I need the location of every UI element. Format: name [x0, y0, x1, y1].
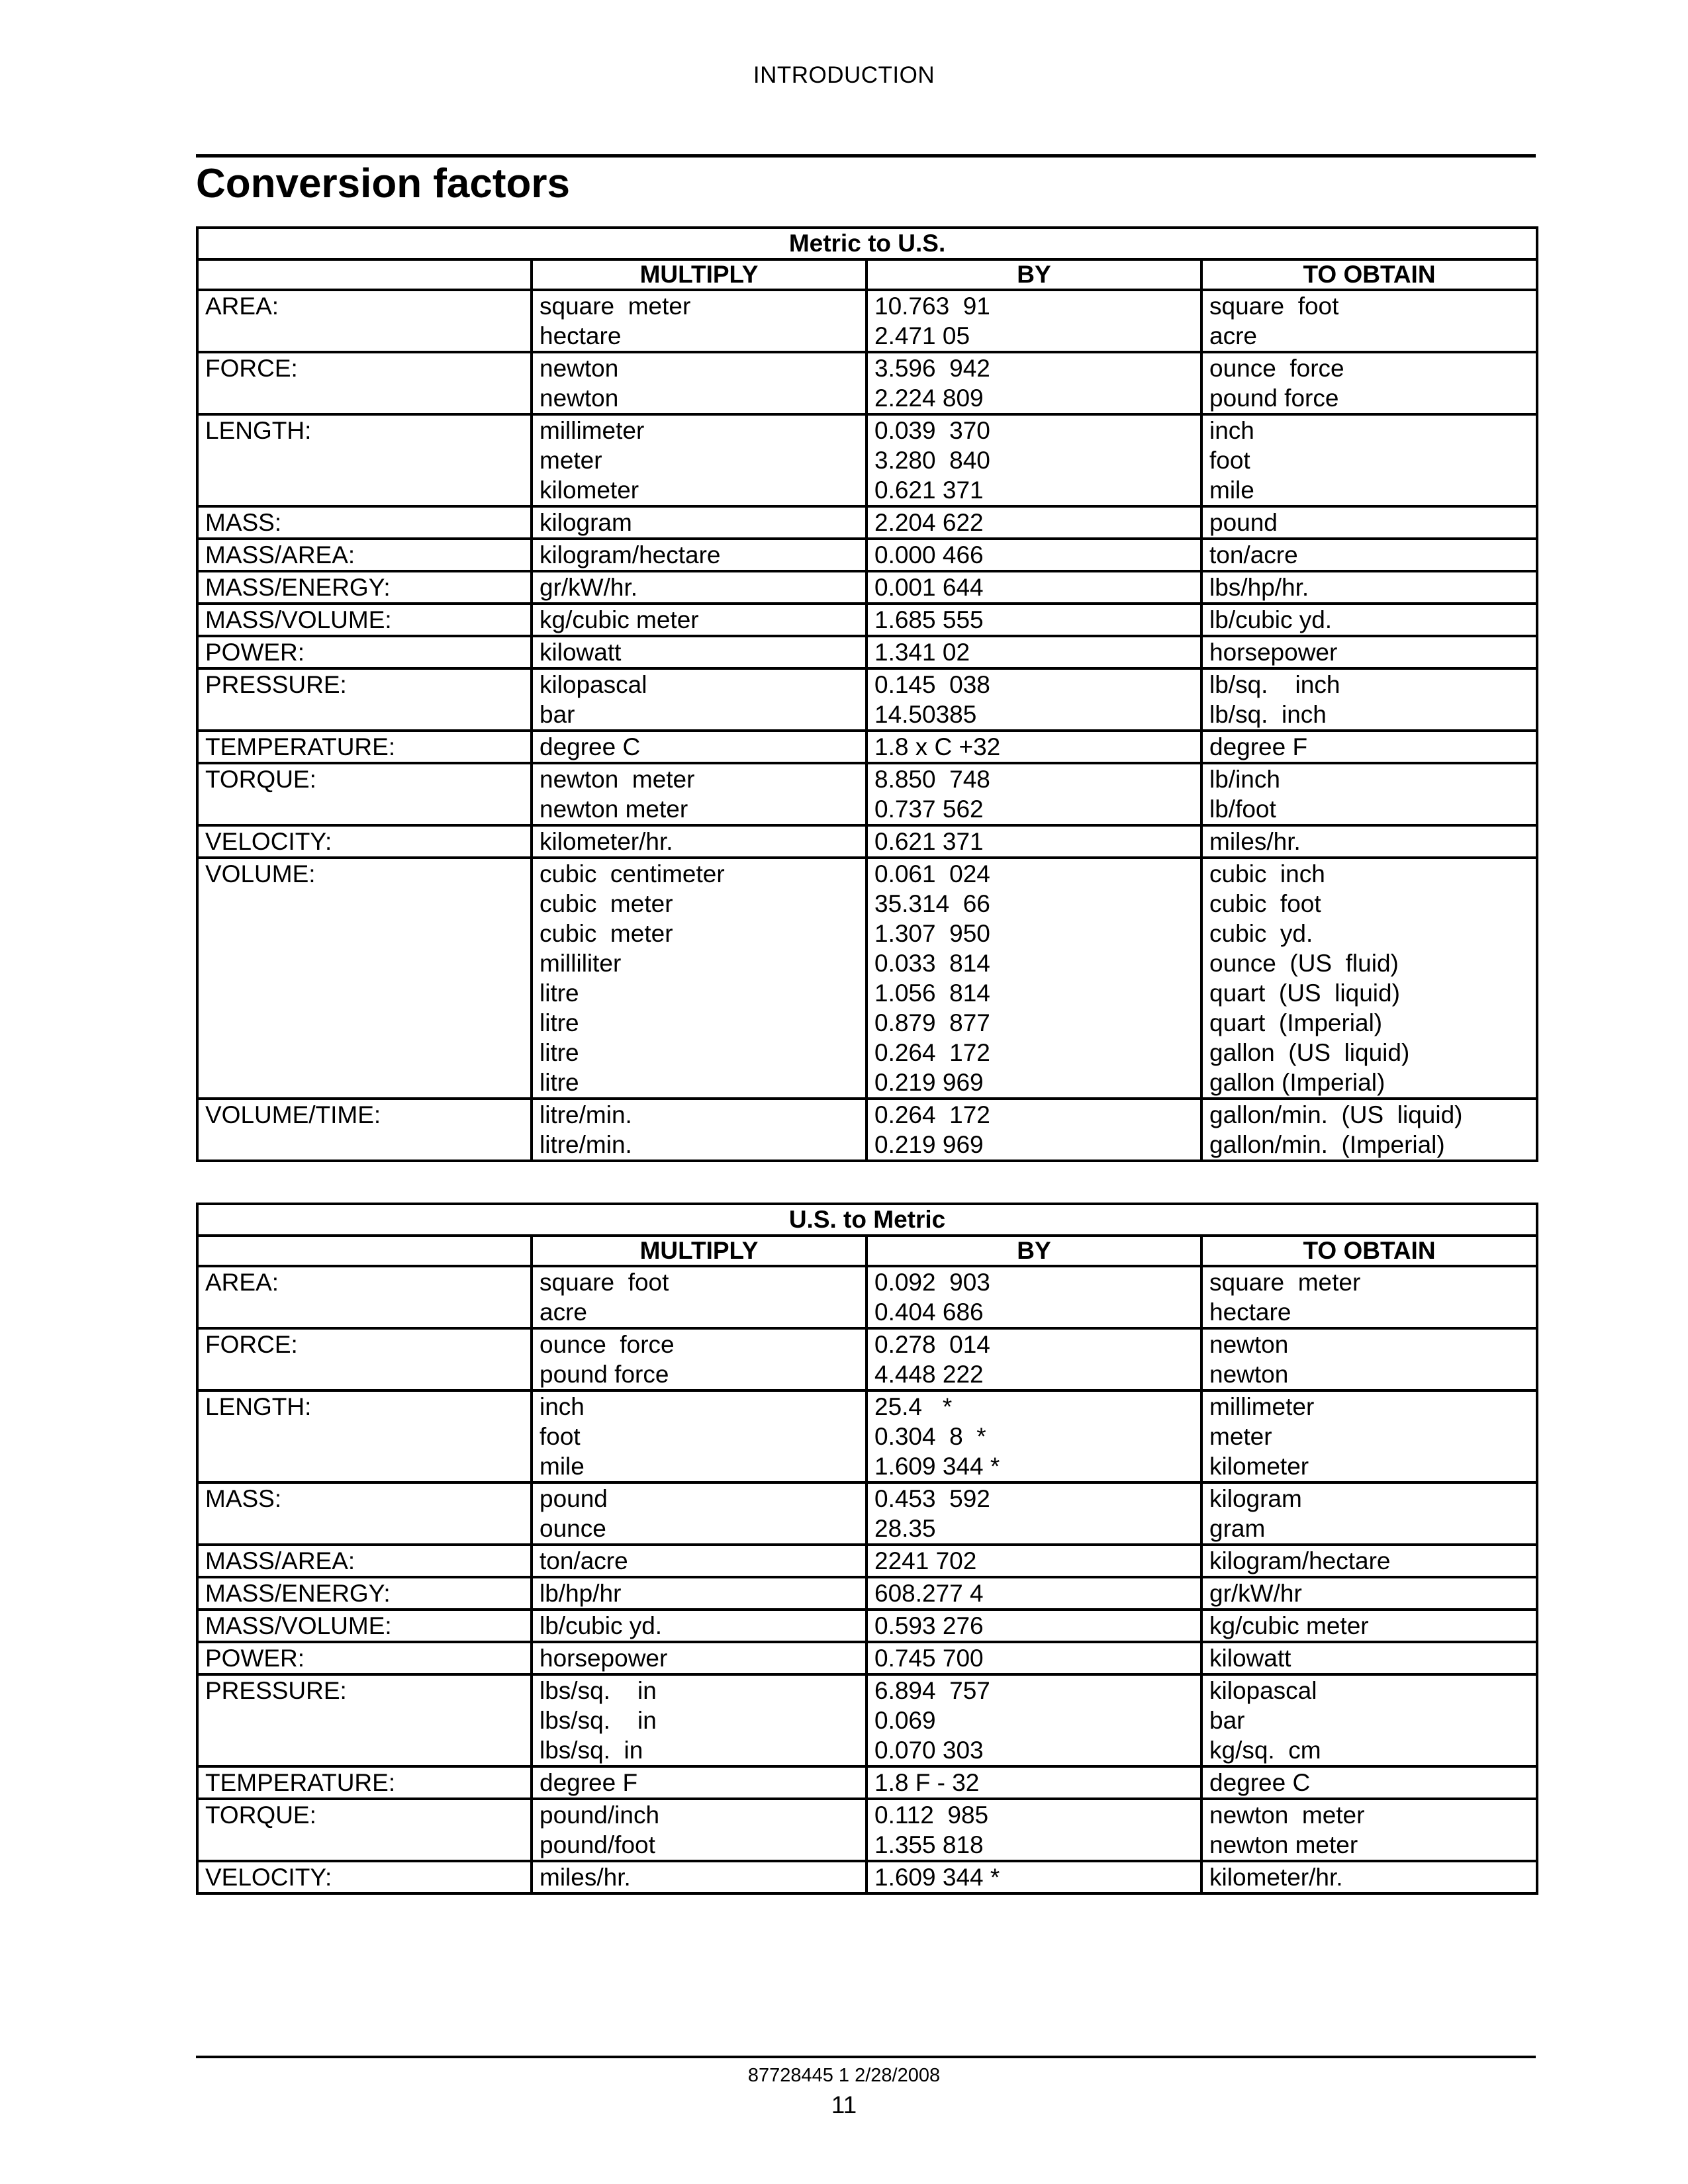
- multiply-value: degree F: [539, 1769, 638, 1796]
- obtain-cell: [1201, 1766, 1537, 1799]
- factor-value: 0.145 038: [874, 671, 990, 698]
- factor-cell: [867, 1766, 1201, 1799]
- obtain-value: gallon/min. (Imperial): [1209, 1131, 1445, 1158]
- factor-value: 0.001 644: [874, 574, 984, 601]
- factor-value: 1.609 344 *: [874, 1864, 1000, 1891]
- multiply-value: kilometer/hr.: [539, 828, 673, 855]
- factor-value: 0.404 686: [874, 1298, 984, 1326]
- table-row: [197, 731, 1537, 763]
- factor-value: 25.4 *: [874, 1393, 953, 1420]
- obtain-cell: [1201, 858, 1537, 1099]
- factor-cell: [867, 1328, 1201, 1390]
- obtain-value: cubic yd.: [1209, 920, 1313, 947]
- multiply-value: litre: [539, 1069, 579, 1096]
- factor-value: 1.341 02: [874, 639, 970, 666]
- factor-cell: [867, 506, 1201, 539]
- multiply-cell: [532, 763, 867, 825]
- multiply-value: newton: [539, 385, 619, 412]
- multiply-value: lbs/sq. in: [539, 1707, 657, 1734]
- obtain-value: hectare: [1209, 1298, 1291, 1326]
- obtain-value: square meter: [1209, 1269, 1361, 1296]
- factor-value: 6.894 757: [874, 1677, 990, 1704]
- obtain-value: foot: [1209, 447, 1250, 474]
- table-row: [197, 1266, 1537, 1328]
- multiply-value: bar: [539, 701, 575, 728]
- table-row: [197, 1099, 1537, 1161]
- obtain-value: newton: [1209, 1361, 1289, 1388]
- category-cell: MASS/ENERGY:: [197, 1577, 532, 1610]
- factor-cell: [867, 1861, 1201, 1893]
- factor-cell: [867, 1545, 1201, 1577]
- obtain-cell: [1201, 1545, 1537, 1577]
- factor-value: 2.204 622: [874, 509, 984, 536]
- obtain-value: newton meter: [1209, 1831, 1358, 1858]
- factor-value: 0.879 877: [874, 1009, 990, 1036]
- obtain-value: mile: [1209, 477, 1254, 504]
- obtain-value: bar: [1209, 1707, 1245, 1734]
- obtain-cell: [1201, 763, 1537, 825]
- multiply-value: degree C: [539, 733, 641, 760]
- category-cell: VELOCITY:: [197, 825, 532, 858]
- obtain-value: lb/sq. inch: [1209, 701, 1327, 728]
- obtain-cell: [1201, 352, 1537, 414]
- table-row: [197, 1642, 1537, 1674]
- table-row: [197, 1610, 1537, 1642]
- obtain-header: TO OBTAIN: [1201, 1236, 1537, 1266]
- factor-cell: [867, 858, 1201, 1099]
- factor-cell: [867, 1610, 1201, 1642]
- obtain-cell: [1201, 539, 1537, 571]
- obtain-cell: [1201, 1799, 1537, 1861]
- obtain-value: kg/sq. cm: [1209, 1737, 1321, 1764]
- category-cell: POWER:: [197, 636, 532, 668]
- metric-to-us-table: [196, 226, 1538, 1162]
- category-cell: MASS:: [197, 1482, 532, 1545]
- table-row: [197, 1577, 1537, 1610]
- multiply-cell: [532, 1766, 867, 1799]
- table-row: [197, 604, 1537, 636]
- factor-value: 0.304 8 *: [874, 1423, 986, 1450]
- factor-value: 10.763 91: [874, 293, 990, 320]
- obtain-cell: [1201, 825, 1537, 858]
- multiply-value: litre: [539, 1039, 579, 1066]
- factor-value: 14.50385: [874, 701, 977, 728]
- multiply-value: litre: [539, 1009, 579, 1036]
- obtain-value: gallon (US liquid): [1209, 1039, 1410, 1066]
- obtain-value: meter: [1209, 1423, 1272, 1450]
- factor-cell: [867, 1099, 1201, 1161]
- obtain-cell: [1201, 1642, 1537, 1674]
- category-cell: MASS/ENERGY:: [197, 571, 532, 604]
- table-row: [197, 1799, 1537, 1861]
- factor-value: 0.264 172: [874, 1101, 990, 1128]
- obtain-value: kilowatt: [1209, 1645, 1291, 1672]
- us-to-metric-table: [196, 1203, 1538, 1895]
- category-cell: MASS/AREA:: [197, 539, 532, 571]
- obtain-value: kilogram/hectare: [1209, 1547, 1391, 1574]
- factor-value: 4.448 222: [874, 1361, 984, 1388]
- factor-value: 0.039 370: [874, 417, 990, 444]
- category-cell: LENGTH:: [197, 414, 532, 506]
- by-header: BY: [867, 259, 1201, 290]
- page-title: Conversion factors: [196, 161, 571, 206]
- category-cell: VELOCITY:: [197, 1861, 532, 1893]
- table-row: [197, 668, 1537, 731]
- obtain-value: kilogram: [1209, 1485, 1302, 1512]
- obtain-cell: [1201, 1390, 1537, 1482]
- obtain-value: lb/foot: [1209, 796, 1276, 823]
- factor-cell: [867, 290, 1201, 352]
- obtain-value: gram: [1209, 1515, 1266, 1542]
- obtain-value: newton meter: [1209, 1801, 1365, 1829]
- multiply-value: cubic meter: [539, 890, 673, 917]
- multiply-cell: [532, 571, 867, 604]
- factor-cell: [867, 825, 1201, 858]
- table-row: [197, 1861, 1537, 1893]
- factor-value: 0.745 700: [874, 1645, 984, 1672]
- factor-value: 0.033 814: [874, 950, 990, 977]
- multiply-cell: [532, 858, 867, 1099]
- obtain-cell: [1201, 506, 1537, 539]
- table-row: [197, 1328, 1537, 1390]
- factor-value: 0.000 466: [874, 541, 984, 569]
- factor-value: 2241 702: [874, 1547, 977, 1574]
- multiply-header: MULTIPLY: [532, 1236, 867, 1266]
- multiply-value: milliliter: [539, 950, 622, 977]
- multiply-value: pound/foot: [539, 1831, 655, 1858]
- factor-value: 0.112 985: [874, 1801, 989, 1829]
- multiply-cell: [532, 1610, 867, 1642]
- obtain-value: lbs/hp/hr.: [1209, 574, 1309, 601]
- multiply-value: litre/min.: [539, 1131, 632, 1158]
- multiply-value: pound force: [539, 1361, 669, 1388]
- factor-value: 0.278 014: [874, 1331, 990, 1358]
- multiply-value: ounce: [539, 1515, 606, 1542]
- factor-value: 0.069: [874, 1707, 936, 1734]
- factor-cell: [867, 604, 1201, 636]
- table-row: [197, 858, 1537, 1099]
- obtain-value: horsepower: [1209, 639, 1338, 666]
- multiply-cell: [532, 539, 867, 571]
- obtain-value: miles/hr.: [1209, 828, 1301, 855]
- factor-cell: [867, 1577, 1201, 1610]
- category-cell: MASS:: [197, 506, 532, 539]
- obtain-cell: [1201, 290, 1537, 352]
- factor-cell: [867, 763, 1201, 825]
- category-cell: FORCE:: [197, 1328, 532, 1390]
- obtain-value: kilopascal: [1209, 1677, 1317, 1704]
- multiply-cell: [532, 1799, 867, 1861]
- factor-cell: [867, 539, 1201, 571]
- multiply-value: inch: [539, 1393, 585, 1420]
- obtain-value: kg/cubic meter: [1209, 1612, 1369, 1639]
- factor-cell: [867, 636, 1201, 668]
- multiply-cell: [532, 604, 867, 636]
- multiply-value: lbs/sq. in: [539, 1677, 657, 1704]
- table-row: [197, 1766, 1537, 1799]
- obtain-value: degree C: [1209, 1769, 1311, 1796]
- obtain-cell: [1201, 571, 1537, 604]
- factor-cell: [867, 571, 1201, 604]
- factor-value: 0.264 172: [874, 1039, 990, 1066]
- multiply-value: kilometer: [539, 477, 639, 504]
- obtain-value: pound force: [1209, 385, 1339, 412]
- multiply-cell: [532, 1266, 867, 1328]
- factor-value: 0.621 371: [874, 828, 984, 855]
- factor-value: 0.070 303: [874, 1737, 984, 1764]
- factor-value: 0.219 969: [874, 1069, 984, 1096]
- multiply-value: gr/kW/hr.: [539, 574, 638, 601]
- table-row: [197, 1482, 1537, 1545]
- factor-value: 0.453 592: [874, 1485, 990, 1512]
- factor-value: 35.314 66: [874, 890, 990, 917]
- factor-value: 3.280 840: [874, 447, 990, 474]
- multiply-header: MULTIPLY: [532, 259, 867, 290]
- obtain-value: acre: [1209, 322, 1257, 349]
- multiply-value: mile: [539, 1453, 585, 1480]
- table-title: Metric to U.S.: [197, 228, 1537, 259]
- table-row: [197, 352, 1537, 414]
- factor-cell: [867, 1799, 1201, 1861]
- multiply-cell: [532, 1545, 867, 1577]
- multiply-cell: [532, 825, 867, 858]
- factor-value: 1.307 950: [874, 920, 990, 947]
- obtain-value: cubic foot: [1209, 890, 1321, 917]
- table-row: [197, 539, 1537, 571]
- multiply-value: kilowatt: [539, 639, 622, 666]
- table-row: [197, 636, 1537, 668]
- obtain-value: lb/inch: [1209, 766, 1280, 793]
- obtain-value: ounce (US fluid): [1209, 950, 1399, 977]
- multiply-value: cubic centimeter: [539, 860, 725, 887]
- factor-value: 1.8 x C +32: [874, 733, 1001, 760]
- multiply-value: cubic meter: [539, 920, 673, 947]
- category-cell: TORQUE:: [197, 1799, 532, 1861]
- obtain-value: lb/sq. inch: [1209, 671, 1340, 698]
- factor-value: 0.092 903: [874, 1269, 990, 1296]
- multiply-value: square meter: [539, 293, 691, 320]
- obtain-cell: [1201, 414, 1537, 506]
- page-number: 11: [831, 2091, 857, 2118]
- table-title: U.S. to Metric: [197, 1204, 1537, 1236]
- category-cell: POWER:: [197, 1642, 532, 1674]
- obtain-header: TO OBTAIN: [1201, 259, 1537, 290]
- obtain-value: kilometer/hr.: [1209, 1864, 1343, 1891]
- footer-rule: [196, 2056, 1536, 2058]
- multiply-cell: [532, 1861, 867, 1893]
- factor-value: 1.8 F - 32: [874, 1769, 980, 1796]
- multiply-value: horsepower: [539, 1645, 668, 1672]
- page-header: INTRODUCTION: [753, 62, 935, 88]
- factor-cell: [867, 1482, 1201, 1545]
- multiply-cell: [532, 1328, 867, 1390]
- header-rule: [196, 154, 1536, 158]
- category-cell: TORQUE:: [197, 763, 532, 825]
- multiply-cell: [532, 636, 867, 668]
- multiply-value: foot: [539, 1423, 581, 1450]
- multiply-cell: [532, 352, 867, 414]
- obtain-value: kilometer: [1209, 1453, 1309, 1480]
- multiply-value: ton/acre: [539, 1547, 628, 1574]
- category-cell: PRESSURE:: [197, 668, 532, 731]
- factor-value: 608.277 4: [874, 1580, 984, 1607]
- table-row: [197, 825, 1537, 858]
- multiply-cell: [532, 1482, 867, 1545]
- table-row: [197, 290, 1537, 352]
- factor-value: 0.737 562: [874, 796, 984, 823]
- obtain-cell: [1201, 1610, 1537, 1642]
- multiply-cell: [532, 506, 867, 539]
- multiply-value: litre/min.: [539, 1101, 632, 1128]
- table-row: [197, 1545, 1537, 1577]
- obtain-value: square foot: [1209, 293, 1339, 320]
- obtain-cell: [1201, 668, 1537, 731]
- obtain-cell: [1201, 1861, 1537, 1893]
- table-row: [197, 414, 1537, 506]
- multiply-value: kilogram: [539, 509, 632, 536]
- factor-value: 1.355 818: [874, 1831, 984, 1858]
- factor-cell: [867, 1266, 1201, 1328]
- obtain-cell: [1201, 1482, 1537, 1545]
- factor-value: 0.061 024: [874, 860, 990, 887]
- category-cell: PRESSURE:: [197, 1674, 532, 1766]
- obtain-value: newton: [1209, 1331, 1289, 1358]
- multiply-cell: [532, 290, 867, 352]
- category-header: [197, 1236, 532, 1266]
- factor-cell: [867, 1642, 1201, 1674]
- multiply-value: meter: [539, 447, 602, 474]
- table-row: [197, 506, 1537, 539]
- multiply-value: miles/hr.: [539, 1864, 631, 1891]
- multiply-cell: [532, 731, 867, 763]
- category-cell: FORCE:: [197, 352, 532, 414]
- obtain-value: quart (US liquid): [1209, 979, 1400, 1007]
- obtain-cell: [1201, 636, 1537, 668]
- multiply-cell: [532, 1099, 867, 1161]
- obtain-cell: [1201, 1099, 1537, 1161]
- obtain-cell: [1201, 1577, 1537, 1610]
- multiply-cell: [532, 668, 867, 731]
- factor-value: 0.621 371: [874, 477, 984, 504]
- obtain-value: gr/kW/hr: [1209, 1580, 1302, 1607]
- obtain-value: ounce force: [1209, 355, 1344, 382]
- multiply-cell: [532, 414, 867, 506]
- category-cell: VOLUME/TIME:: [197, 1099, 532, 1161]
- multiply-value: square foot: [539, 1269, 669, 1296]
- multiply-value: hectare: [539, 322, 622, 349]
- obtain-value: ton/acre: [1209, 541, 1298, 569]
- multiply-value: pound: [539, 1485, 608, 1512]
- multiply-value: newton meter: [539, 796, 688, 823]
- multiply-value: litre: [539, 979, 579, 1007]
- category-cell: AREA:: [197, 290, 532, 352]
- obtain-value: gallon (Imperial): [1209, 1069, 1385, 1096]
- factor-value: 2.471 05: [874, 322, 970, 349]
- multiply-value: newton: [539, 355, 619, 382]
- factor-value: 3.596 942: [874, 355, 990, 382]
- obtain-value: quart (Imperial): [1209, 1009, 1383, 1036]
- obtain-value: gallon/min. (US liquid): [1209, 1101, 1463, 1128]
- multiply-cell: [532, 1390, 867, 1482]
- multiply-value: pound/inch: [539, 1801, 660, 1829]
- by-header: BY: [867, 1236, 1201, 1266]
- multiply-value: newton meter: [539, 766, 695, 793]
- obtain-value: millimeter: [1209, 1393, 1315, 1420]
- obtain-cell: [1201, 1328, 1537, 1390]
- category-cell: AREA:: [197, 1266, 532, 1328]
- factor-value: 0.593 276: [874, 1612, 984, 1639]
- document-id: 87728445 1 2/28/2008: [747, 2065, 941, 2086]
- obtain-cell: [1201, 731, 1537, 763]
- table-row: [197, 1390, 1537, 1482]
- table-row: [197, 1674, 1537, 1766]
- obtain-value: degree F: [1209, 733, 1308, 760]
- obtain-value: inch: [1209, 417, 1254, 444]
- multiply-value: acre: [539, 1298, 587, 1326]
- obtain-value: cubic inch: [1209, 860, 1325, 887]
- category-cell: MASS/VOLUME:: [197, 1610, 532, 1642]
- factor-value: 1.056 814: [874, 979, 990, 1007]
- factor-value: 8.850 748: [874, 766, 990, 793]
- multiply-value: lbs/sq. in: [539, 1737, 643, 1764]
- factor-cell: [867, 1674, 1201, 1766]
- factor-value: 28.35: [874, 1515, 936, 1542]
- obtain-value: pound: [1209, 509, 1278, 536]
- category-header: [197, 259, 532, 290]
- factor-cell: [867, 668, 1201, 731]
- category-cell: VOLUME:: [197, 858, 532, 1099]
- multiply-value: lb/hp/hr: [539, 1580, 622, 1607]
- obtain-value: lb/cubic yd.: [1209, 606, 1333, 633]
- obtain-cell: [1201, 1674, 1537, 1766]
- multiply-value: millimeter: [539, 417, 645, 444]
- factor-value: 1.609 344 *: [874, 1453, 1000, 1480]
- factor-cell: [867, 731, 1201, 763]
- factor-value: 0.219 969: [874, 1131, 984, 1158]
- multiply-cell: [532, 1642, 867, 1674]
- category-cell: LENGTH:: [197, 1390, 532, 1482]
- multiply-value: kg/cubic meter: [539, 606, 699, 633]
- multiply-cell: [532, 1674, 867, 1766]
- table-row: [197, 763, 1537, 825]
- factor-value: 2.224 809: [874, 385, 984, 412]
- category-cell: MASS/VOLUME:: [197, 604, 532, 636]
- multiply-cell: [532, 1577, 867, 1610]
- factor-cell: [867, 1390, 1201, 1482]
- multiply-value: kilogram/hectare: [539, 541, 721, 569]
- obtain-cell: [1201, 1266, 1537, 1328]
- factor-cell: [867, 352, 1201, 414]
- factor-cell: [867, 414, 1201, 506]
- category-cell: TEMPERATURE:: [197, 731, 532, 763]
- category-cell: MASS/AREA:: [197, 1545, 532, 1577]
- table-row: [197, 571, 1537, 604]
- multiply-value: lb/cubic yd.: [539, 1612, 663, 1639]
- multiply-value: ounce force: [539, 1331, 675, 1358]
- factor-value: 1.685 555: [874, 606, 984, 633]
- category-cell: TEMPERATURE:: [197, 1766, 532, 1799]
- obtain-cell: [1201, 604, 1537, 636]
- multiply-value: kilopascal: [539, 671, 647, 698]
